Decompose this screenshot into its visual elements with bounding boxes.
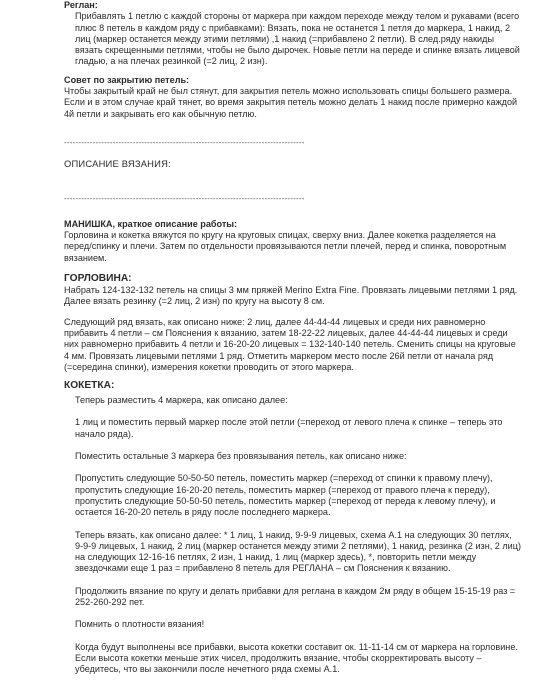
gorlovina-paragraph-1: Набрать 124-132-132 петель на спицы 3 мм пряжей Merino Extra Fine. Провязать лицевыми петлями 1 ряд. Далее вязать резинку (=2 лиц, 2 изн) по кругу на высоту 8 см. xyxy=(64,285,518,307)
koketka-body xyxy=(64,395,522,675)
description-caption: ОПИСАНИЕ ВЯЗАНИЯ: xyxy=(64,158,171,170)
maniska-text: Горловина и кокетка вяжутся по кругу на круговых спицах, сверху вниз. Далее кокетка разделяется на перед/спинку и плечи. Затем по отдельности провязываются петли плечей, перед и спинка, поворотным вязанием. xyxy=(64,230,507,263)
advice-heading: Совет по закрытию петель: xyxy=(64,74,190,85)
koketka-paragraph-2: 1 лиц и поместить первый маркер после этой петли (=переход от левого плеча к спинке – теперь это начало ряда). xyxy=(75,417,503,439)
koketka-paragraph-5: Теперь вязать, как описано далее: * 1 лиц, 1 накид, 9-9-9 лицевых, схема А.1 на следующих 30 петлях, 9-9-9 лицевых, 1 накид, 2 лиц (маркер останется между этими 2 петлями), 1 накид, резинка (2 изн, 2 лиц) на следующих 12-16-16 петлях, 2 изн, 1 накид, 1 лиц (маркер здесь), *, повторить петли между звездочками еще 1 раз = прибавлено 8 петель для РЕГЛАНА – см Пояснения к вязанию. xyxy=(75,529,521,574)
advice-text: Чтобы закрытый край не был стянут, для закрытия петель можно использовать спицы большего размера. Если и в этом случае край тянет, во время закрытия петель можно делать 1 накид после примерно каждой 4й петли и закрывать его как обычную петлю. xyxy=(64,86,518,119)
koketka-paragraph-6: Продолжить вязание по кругу и делать прибавки для реглана в каждом 2м ряду в общем 15-15-19 раз = 252-260-292 пет. xyxy=(75,585,516,607)
koketka-paragraph-1: Теперь разместить 4 маркера, как описано далее: xyxy=(75,395,288,406)
koketka-heading: КОКЕТКА: xyxy=(64,380,115,392)
gorlovina-heading: ГОРЛОВИНА: xyxy=(64,273,132,285)
gorlovina-paragraph-2: Следующий ряд вязать, как описано ниже: 2 лиц, далее 44-44-44 лицевых и среди них равномерно прибавить 4 петли – см Пояснения к вязанию, затем 18-22-22 лицевых, далее 44-44-44 лицевых и среди них равномерно прибавить 4 петли и 16-20-20 лицевых = 132-140-140 петель. Сменить спицы на круговые 4 мм. Провязать лицевыми петлями 1 ряд. Отметить маркером место после 26й петли от начала ряд (=середина спинки), измерения кокетки проводить от этого маркера. xyxy=(64,316,516,372)
separator-line-top: ------------------------------------------------------------------------------------ xyxy=(64,137,305,147)
koketka-paragraph-3: Поместить остальные 3 маркера без провязывания петель, как описано ниже: xyxy=(75,451,407,462)
raglan-heading: Реглан: xyxy=(64,0,98,10)
koketka-paragraph-4: Пропустить следующие 50-50-50 петель, поместить маркер (=переход от спинки к правому плечу), пропустить следующие 16-20-20 петель, поместить маркер (=переход от правого плеча к переду), пропустить следующие 50-50-50 петель, поместить маркер (=переход от переда к левому плечу), и остается 16-20-20 петель в ряду после последнего маркера. xyxy=(75,473,496,518)
koketka-paragraph-8: Когда будут выполнены все прибавки, высота кокетки составит ок. 11-11-14 см от маркера на горловине. Если высота кокетки меньше этих чисел, продолжить вязание, чтобы скорректировать высоту – убедитесь, что вы закончили после нечетного ряда схемы А.1. xyxy=(75,641,518,675)
separator-line-bottom: ------------------------------------------------------------------------------------ xyxy=(64,193,305,203)
maniska-heading: МАНИШКА, краткое описание работы: xyxy=(64,218,238,229)
raglan-text: Прибавлять 1 петлю с каждой стороны от маркера при каждом переходе между телом и рукавами (всего плюс 8 петель в каждом ряду с прибавками): Вязать, пока не останется 1 петля до маркера, 1 накид, 2 лиц (маркер останется между этими петлями) ,1 накид (=прибавлено 2 петли). В след.ряду накиды вязать скрещенными петлями, чтобы не было дырочек. Новые петли на переде и спинке вязать лицевой гладью, а на плечах резинкой (=2 лиц, 2 изн). xyxy=(75,11,520,67)
koketka-paragraph-7: Помнить о плотности вязания! xyxy=(75,619,205,630)
